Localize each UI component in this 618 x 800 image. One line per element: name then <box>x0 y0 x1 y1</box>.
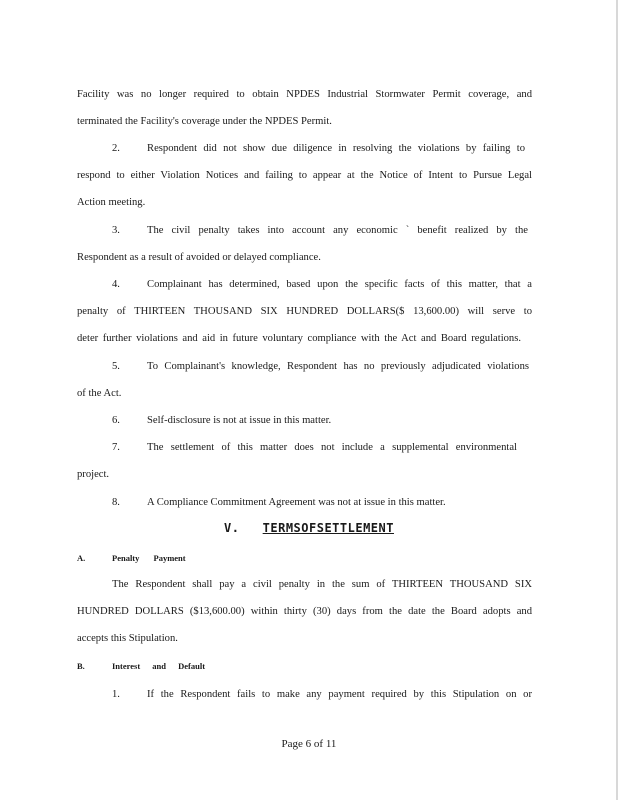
text-line: accepts this Stipulation. <box>77 633 178 644</box>
text-line: Respondent did not show due diligence in resolving the violations by failing to <box>147 143 525 154</box>
section-roman: V. <box>224 521 240 535</box>
text-line: respond to either Violation Notices and failing to appear at the Notice of Intent to Pursue Legal <box>77 170 532 181</box>
text-line: Self-disclosure is not at issue in this matter. <box>147 415 332 426</box>
section-heading <box>0 521 618 535</box>
text-line: Complainant has determined, based upon the specific facts of this matter, that a <box>147 279 532 290</box>
text-line: The settlement of this matter does not include a supplemental environmental <box>147 442 517 453</box>
subsection-title: Penalty Payment <box>112 553 186 563</box>
paragraph-number: 4. <box>112 279 120 290</box>
paragraph-number: 5. <box>112 361 120 372</box>
paragraph-number: 1. <box>112 689 120 700</box>
text-line: project. <box>77 469 110 480</box>
text-line: To Complainant's knowledge, Respondent has no previously adjudicated violations <box>147 361 529 372</box>
text-line: deter further violations and aid in future voluntary compliance with the Act and Board regulations. <box>77 333 521 344</box>
paragraph-number: 3. <box>112 225 120 236</box>
paragraph-number: 7. <box>112 442 120 453</box>
subsection-title: Interest and Default <box>112 661 206 671</box>
subsection-letter: A. <box>77 553 86 563</box>
paragraph-number: 2. <box>112 143 120 154</box>
text-line: If the Respondent fails to make any payment required by this Stipulation on or <box>147 689 532 700</box>
paragraph-number: 8. <box>112 497 120 508</box>
text-line: The civil penalty takes into account any economic ` benefit realized by the <box>147 225 528 236</box>
section-title: TERMSOFSETTLEMENT <box>262 521 394 535</box>
text-line: Respondent as a result of avoided or delayed compliance. <box>77 252 321 263</box>
text-line: Facility was no longer required to obtain NPDES Industrial Stormwater Permit coverage, and <box>77 89 532 100</box>
text-line: terminated the Facility's coverage under the NPDES Permit. <box>77 116 332 127</box>
subsection-letter: B. <box>77 661 85 671</box>
text-line: penalty of THIRTEEN THOUSAND SIX HUNDRED DOLLARS($ 13,600.00) will serve to <box>77 306 532 317</box>
text-line: The Respondent shall pay a civil penalty in the sum of THIRTEEN THOUSAND SIX <box>112 579 532 590</box>
text-line: of the Act. <box>77 388 122 399</box>
text-line: HUNDRED DOLLARS ($13,600.00) within thirty (30) days from the date the Board adopts and <box>77 606 532 617</box>
text-line: A Compliance Commitment Agreement was not at issue in this matter. <box>147 497 446 508</box>
paragraph-number: 6. <box>112 415 120 426</box>
page-number: Page 6 of 11 <box>281 738 337 750</box>
text-line: Action meeting. <box>77 197 146 208</box>
